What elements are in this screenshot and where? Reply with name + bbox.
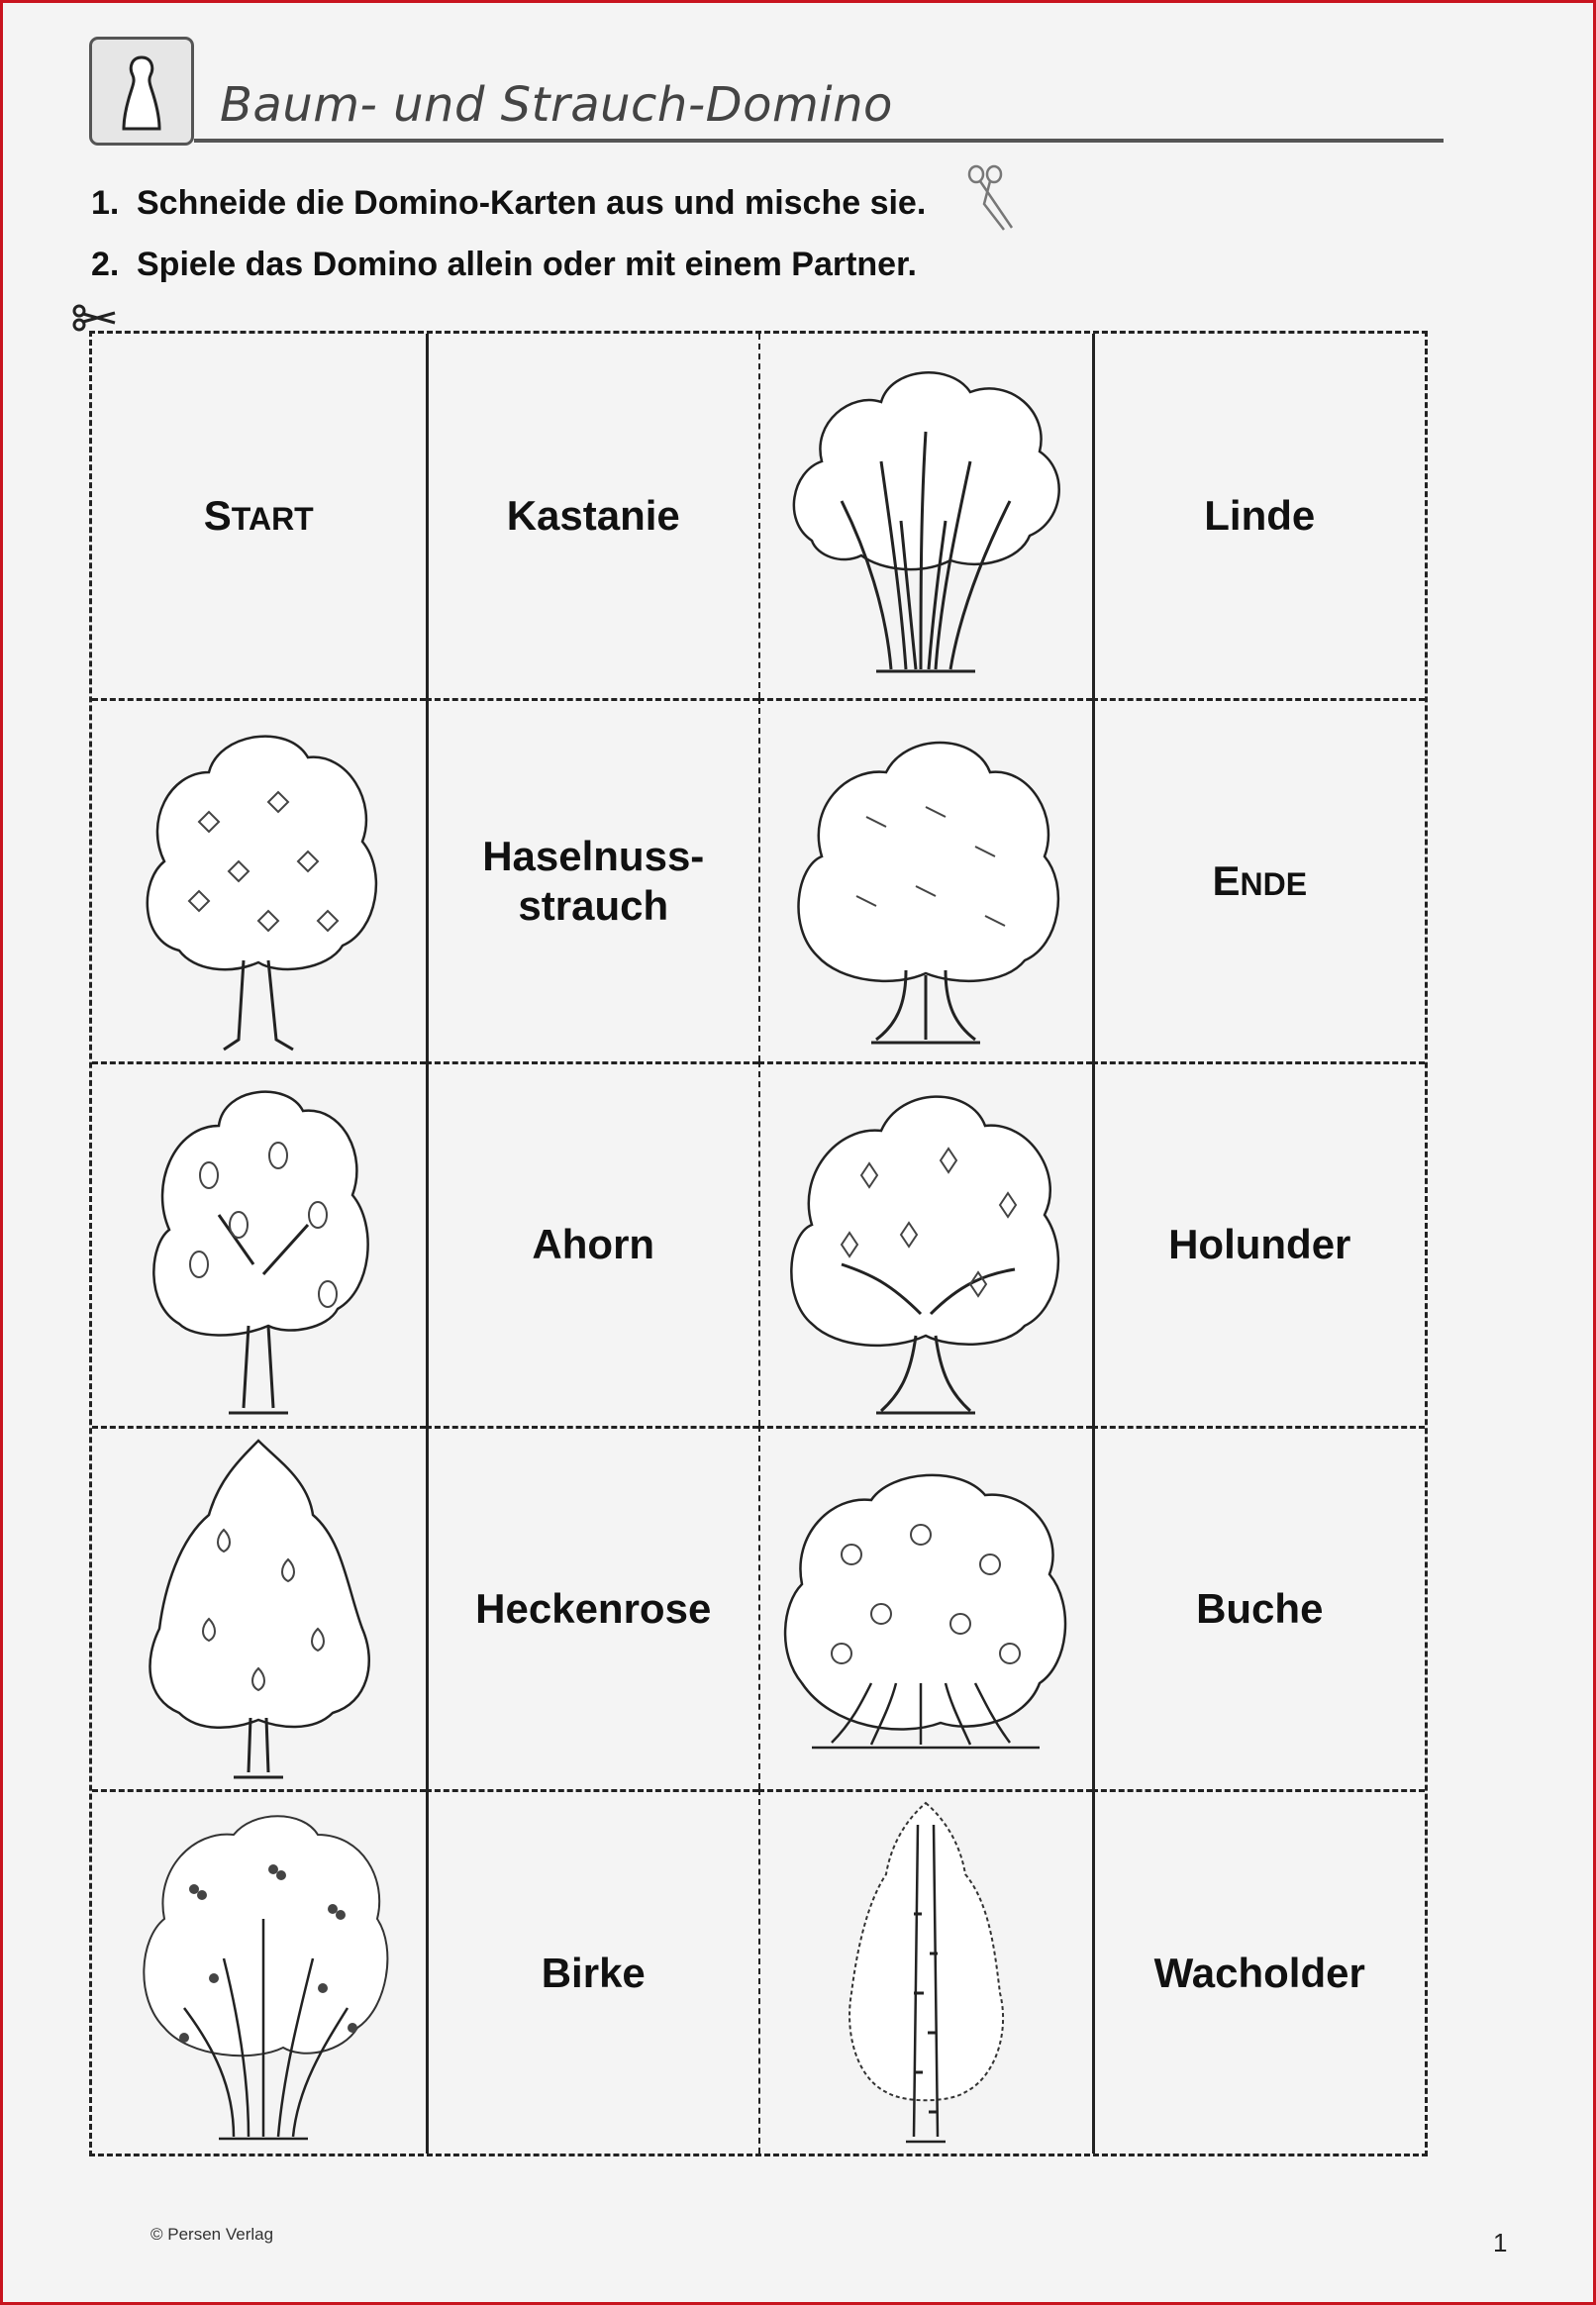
copyright-notice: © Persen Verlag: [150, 2225, 274, 2244]
domino-card-word[interactable]: [426, 1426, 759, 1790]
domino-card-start[interactable]: [92, 334, 426, 698]
instruction-text: Spiele das Domino allein oder mit einem Partner.: [137, 246, 917, 283]
tree-name: Linde: [1204, 491, 1316, 539]
tree-illustration[interactable]: [758, 1789, 1092, 2154]
page-number: 1: [1493, 2228, 1508, 2257]
instruction-text: Schneide die Domino-Karten aus und mische sie.: [137, 184, 927, 222]
domino-card-word[interactable]: [1092, 1061, 1426, 1426]
tree-illustration[interactable]: [92, 1789, 426, 2154]
tree-name: Ahorn: [532, 1221, 655, 1268]
bush-illustration[interactable]: [758, 1426, 1092, 1790]
domino-card-word[interactable]: [426, 698, 759, 1062]
tree-illustration[interactable]: [92, 1061, 426, 1426]
title-underline: [194, 139, 1444, 143]
start-label: START: [203, 491, 314, 539]
tree-illustration[interactable]: [92, 698, 426, 1062]
game-piece-icon: [89, 37, 194, 146]
domino-card-word[interactable]: [1092, 1426, 1426, 1790]
page-title: Baum- und Strauch-Domino: [220, 77, 893, 133]
instruction-2: [91, 246, 917, 284]
domino-card-word[interactable]: [426, 334, 759, 698]
tree-illustration[interactable]: [758, 1061, 1092, 1426]
domino-card-word[interactable]: [1092, 1789, 1426, 2154]
domino-card-end[interactable]: [1092, 698, 1426, 1062]
end-label: ENDE: [1212, 856, 1308, 904]
instruction-number: 1.: [91, 184, 120, 222]
tree-name: Haselnuss- strauch: [482, 832, 705, 929]
tree-illustration[interactable]: [758, 698, 1092, 1062]
tree-name: Holunder: [1168, 1221, 1351, 1268]
domino-card-word[interactable]: [1092, 334, 1426, 698]
tree-name: Kastanie: [506, 491, 680, 539]
domino-grid: [89, 331, 1428, 2156]
tree-name: Heckenrose: [475, 1584, 712, 1632]
domino-card-word[interactable]: [426, 1789, 759, 2154]
instruction-1: [91, 184, 926, 223]
instruction-number: 2.: [91, 246, 120, 283]
tree-name: Birke: [541, 1949, 646, 1996]
tree-illustration[interactable]: [92, 1426, 426, 1790]
scissors-icon: [964, 164, 1024, 241]
domino-card-word[interactable]: [426, 1061, 759, 1426]
tree-name: Wacholder: [1153, 1949, 1365, 1996]
bush-illustration[interactable]: [758, 334, 1092, 698]
tree-name: Buche: [1196, 1584, 1324, 1632]
